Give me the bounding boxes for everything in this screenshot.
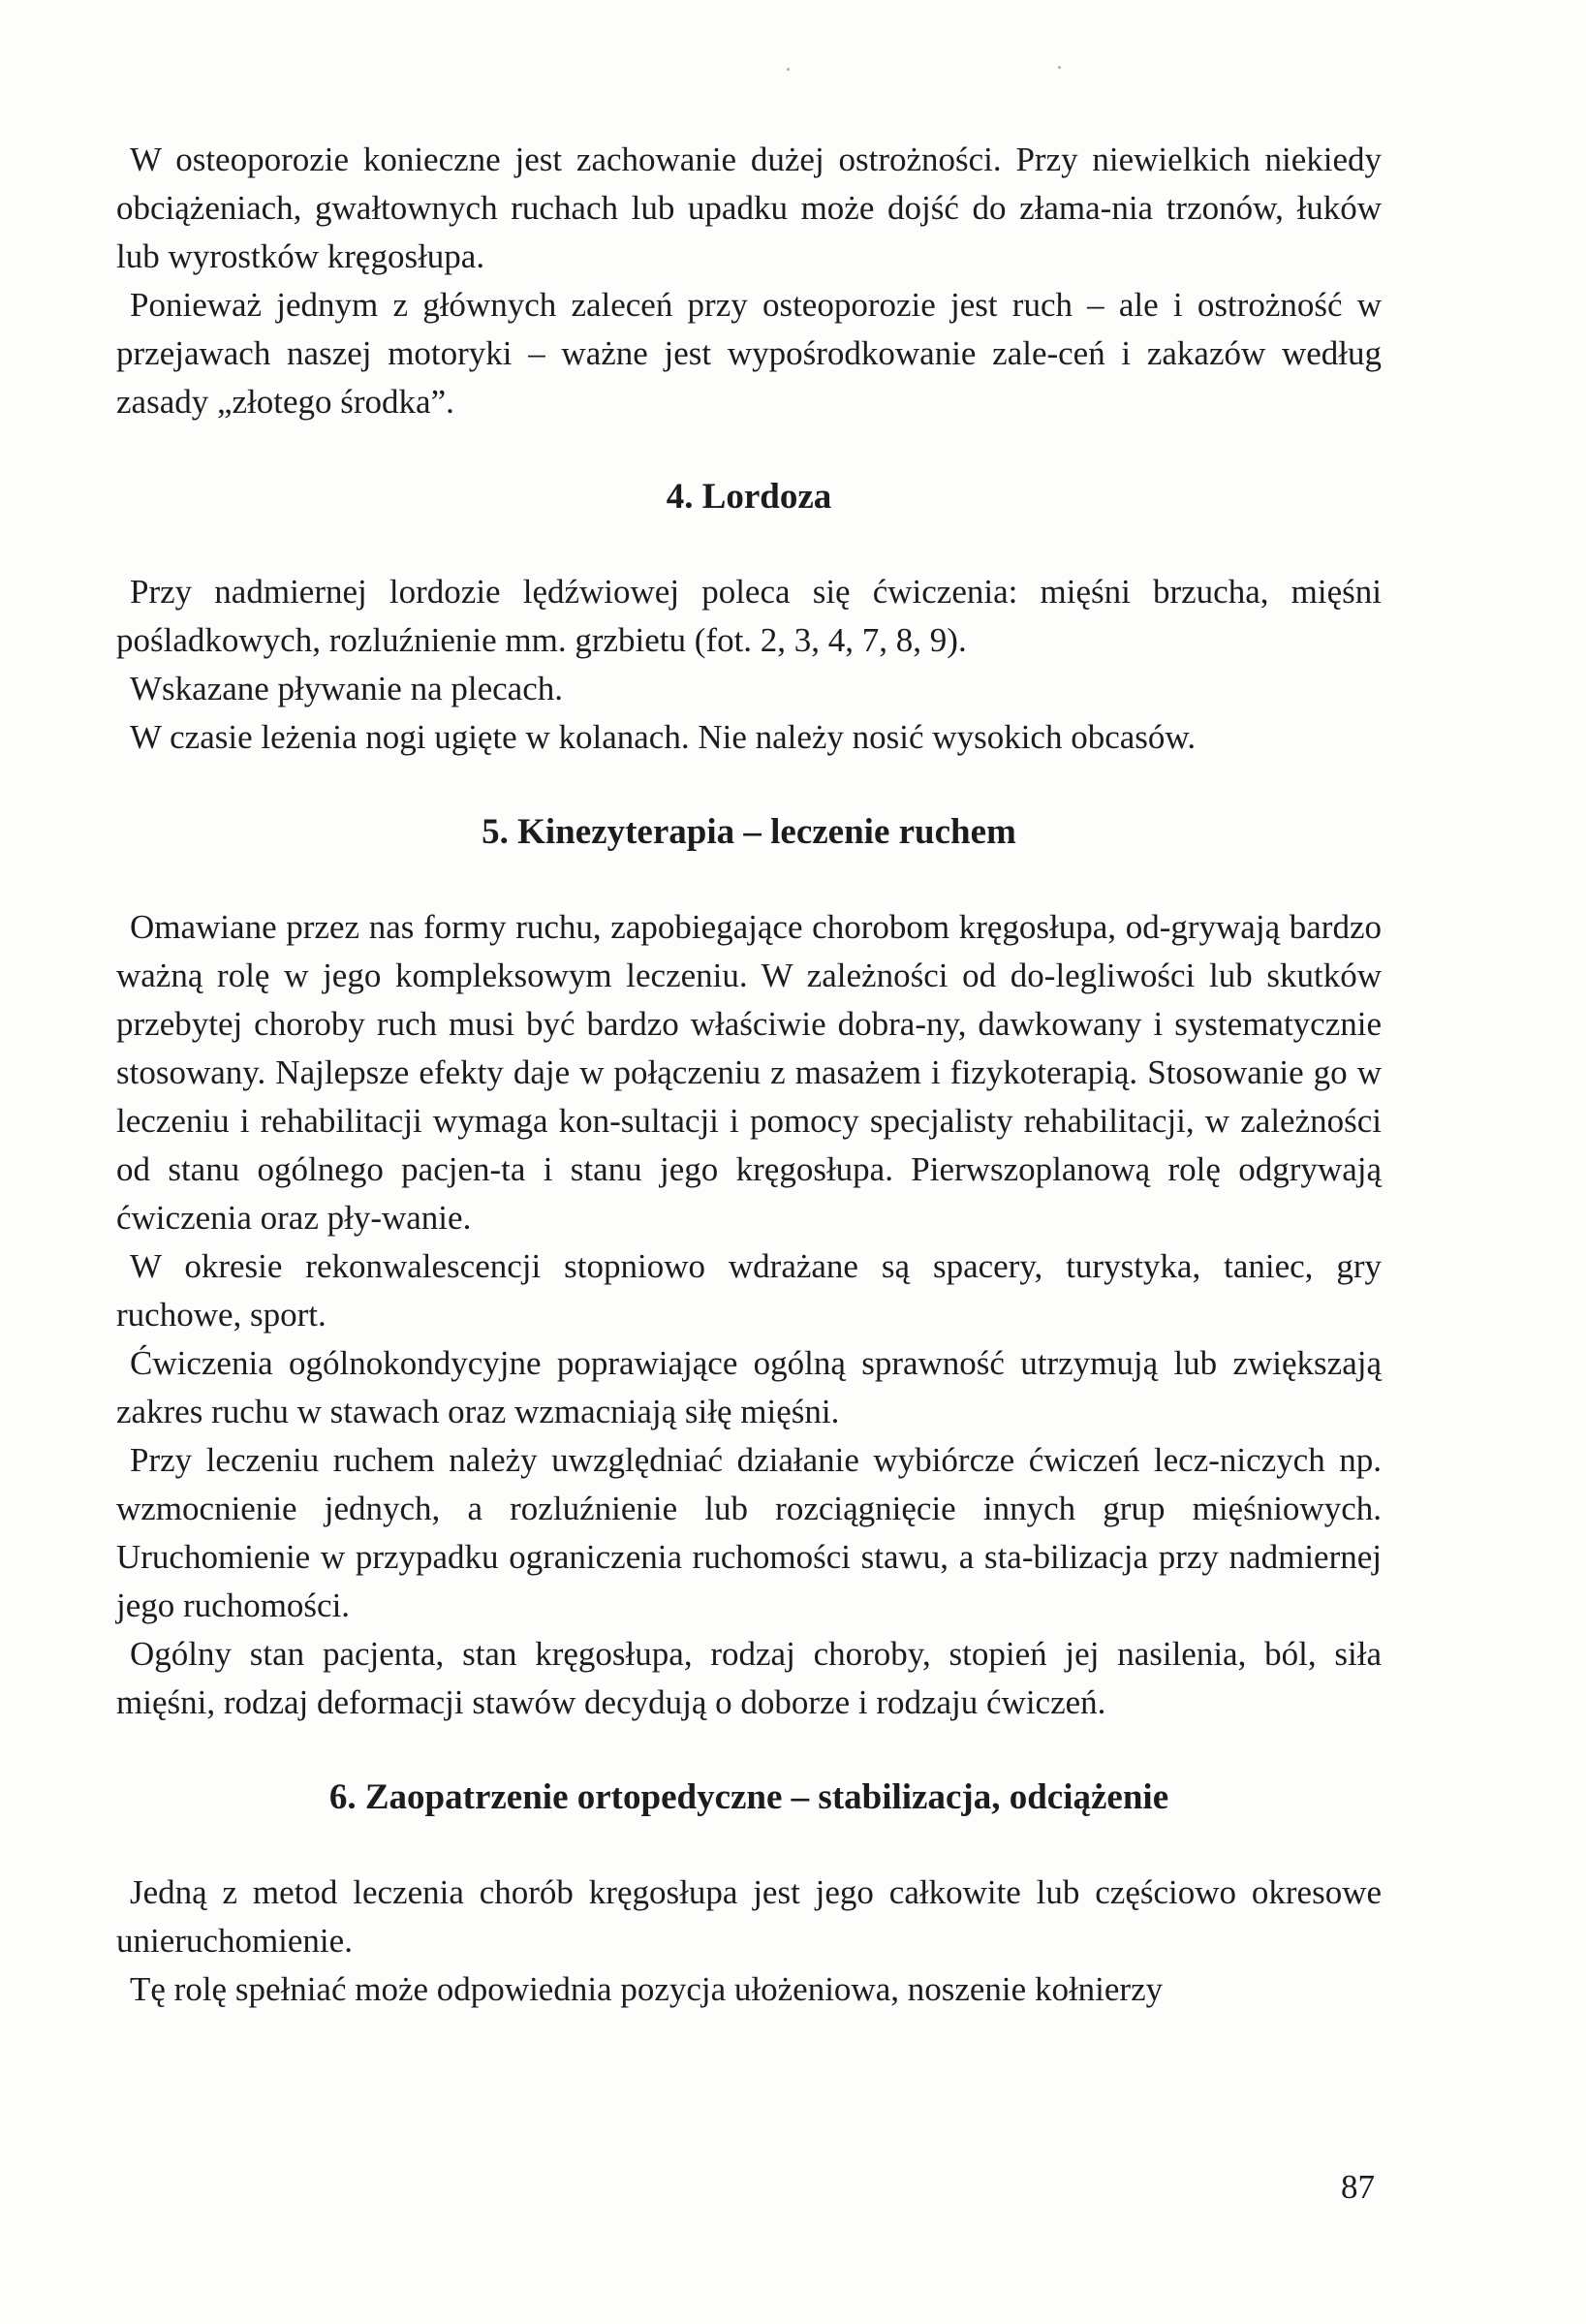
paragraph: Ćwiczenia ogólnokondycyjne poprawiające ogólną sprawność utrzymują lub zwiększają zakres ruchu w stawach oraz wzmacniają siłę mięśni. [116, 1344, 1382, 1430]
paragraph: W osteoporozie konieczne jest zachowanie dużej ostrożności. Przy niewielkich niekiedy obciążeniach, gwałtownych ruchach lub upadku może dojść do złama-nia trzonów, łuków lub wyrostków kręgosłupa. [116, 141, 1382, 275]
paragraph: Przy leczeniu ruchem należy uwzględniać działanie wybiórcze ćwiczeń lecz-niczych np. wzmocnienie jednych, a rozluźnienie lub rozciągnięcie innych grup mięśniowych. Uruchomienie w przypadku ograniczenia ruchomości stawu, a sta-bilizacja przy nadmiernej jego ruchomości. [116, 1441, 1382, 1624]
paragraph: Tę rolę spełniać może odpowiednia pozycja ułożeniowa, noszenie kołnierzy [130, 1970, 1164, 2008]
section-heading-lordoza: 4. Lordoza [666, 477, 832, 517]
paragraph: Ponieważ jednym z głównych zaleceń przy osteoporozie jest ruch – ale i ostrożność w przejawach naszej motoryki – ważne jest wypośrodkowanie zale-ceń i zakazów według zasady „złotego środka”. [116, 286, 1382, 421]
paragraph: Wskazane pływanie na plecach. [130, 670, 563, 707]
paragraph: Ogólny stan pacjenta, stan kręgosłupa, rodzaj choroby, stopień jej nasilenia, ból, siła mięśni, rodzaj deformacji stawów decydują o doborze i rodzaju ćwiczeń. [116, 1635, 1382, 1721]
page-number: 87 [1341, 2168, 1375, 2206]
paragraph: W czasie leżenia nogi ugięte w kolanach. Nie należy nosić wysokich obcasów. [130, 718, 1197, 756]
paragraph: Omawiane przez nas formy ruchu, zapobiegające chorobom kręgosłupa, od-grywają bardzo ważną rolę w jego kompleksowym leczeniu. W zależności od do-legliwości lub skutków przebytej choroby ruch musi być bardzo właściwie dobra-ny, dawkowany i systematycznie stosowany. Najlepsze efekty daje w połączeniu z masażem i fizykoterapią. Stosowanie go w leczeniu i rehabilitacji wymaga kon-sultacji i pomocy specjalisty rehabilitacji, w zależności od stanu ogólnego pacjen-ta i stanu jego kręgosłupa. Pierwszoplanową rolę odgrywają ćwiczenia oraz pły-wanie. [116, 908, 1382, 1237]
page-content [116, 136, 1382, 2014]
print-speck [787, 68, 790, 71]
section-heading-zaopatrzenie: 6. Zaopatrzenie ortopedyczne – stabilizacja, odciążenie [328, 1777, 1169, 1817]
print-speck [1058, 66, 1061, 69]
paragraph: Jedną z metod leczenia chorób kręgosłupa jest jego całkowite lub częściowo okresowe unieruchomienie. [116, 1873, 1382, 1960]
section-heading-kinezyterapia: 5. Kinezyterapia – leczenie ruchem [482, 812, 1016, 852]
paragraph: Przy nadmiernej lordozie lędźwiowej poleca się ćwiczenia: mięśni brzucha, mięśni pośladkowych, rozluźnienie mm. grzbietu (fot. 2, 3, 4, 7, 8, 9). [116, 573, 1382, 659]
paragraph: W okresie rekonwalescencji stopniowo wdrażane są spacery, turystyka, taniec, gry ruchowe, sport. [116, 1247, 1382, 1334]
